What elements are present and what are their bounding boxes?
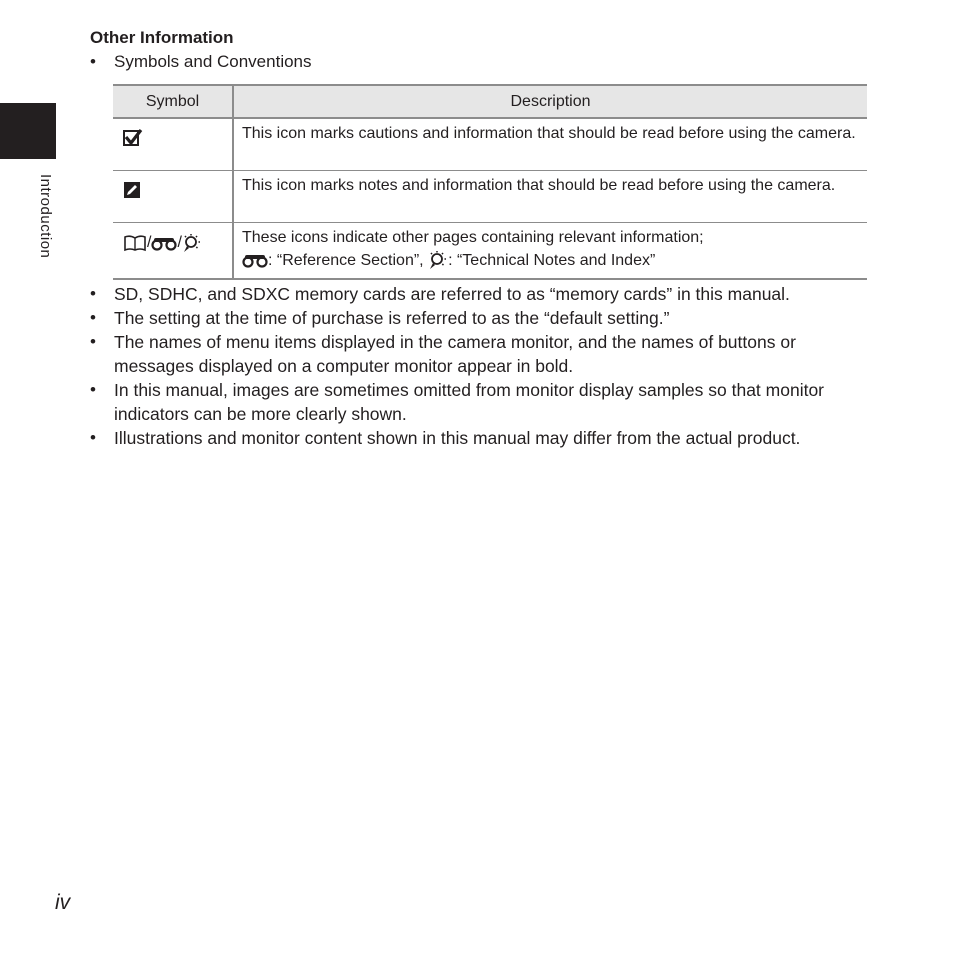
reference-section-icon [242, 252, 268, 268]
conventions-list [90, 282, 870, 450]
list-item [90, 426, 870, 450]
table-row [113, 222, 867, 279]
technical-notes-icon [182, 233, 202, 253]
bullet-dot: • [90, 284, 96, 303]
bullet-dot: • [90, 380, 96, 399]
page-number: iv [55, 891, 71, 914]
list-item [90, 306, 870, 330]
table-row [113, 118, 867, 170]
list-item-text: The names of menu items displayed in the camera monitor, and the names of buttons or messages displayed on a computer monitor appear in bold. [114, 332, 796, 376]
bullet-dot: • [90, 332, 96, 351]
symbol-cell [113, 222, 233, 279]
symbol-cell [113, 118, 233, 170]
description-line: These icons indicate other pages containing relevant information; [242, 228, 704, 246]
list-item-text: SD, SDHC, and SDXC memory cards are referred to as “memory cards” in this manual. [114, 284, 790, 304]
header-symbol: Symbol [113, 85, 233, 118]
symbol-separator: / [147, 233, 152, 251]
symbols-table [113, 84, 867, 280]
list-item-text: Illustrations and monitor content shown in this manual may differ from the actual product. [114, 428, 801, 448]
list-item [90, 282, 870, 306]
description-cell: This icon marks cautions and information that should be read before using the camera. [233, 118, 867, 170]
description-cell [233, 222, 867, 279]
list-item-text: The setting at the time of purchase is referred to as the “default setting.” [114, 308, 670, 328]
header-description: Description [233, 85, 867, 118]
sub-bullet-text: Symbols and Conventions [114, 52, 312, 71]
bullet-dot: • [90, 52, 96, 71]
note-pencil-icon [123, 181, 141, 199]
book-icon [123, 234, 147, 252]
symbol-separator: / [177, 233, 182, 251]
caution-check-icon [123, 129, 143, 147]
table-header-row [113, 85, 867, 118]
description-cell: This icon marks notes and information that should be read before using the camera. [233, 170, 867, 222]
symbol-cell [113, 170, 233, 222]
section-tab-label: Introduction [37, 174, 54, 259]
list-item [90, 378, 870, 426]
table-row [113, 170, 867, 222]
bullet-dot: • [90, 308, 96, 327]
technical-notes-icon [428, 250, 448, 270]
list-item-text: In this manual, images are sometimes omitted from monitor display samples so that monitor indicators can be more clearly shown. [114, 380, 825, 424]
reference-section-icon [151, 235, 177, 251]
technical-notes-label: : “Technical Notes and Index” [448, 251, 656, 269]
reference-section-label: : “Reference Section”, [268, 251, 429, 269]
section-tab-marker [0, 103, 56, 159]
sub-bullet [90, 52, 312, 72]
section-heading: Other Information [90, 28, 234, 47]
list-item [90, 330, 870, 378]
bullet-dot: • [90, 428, 96, 447]
